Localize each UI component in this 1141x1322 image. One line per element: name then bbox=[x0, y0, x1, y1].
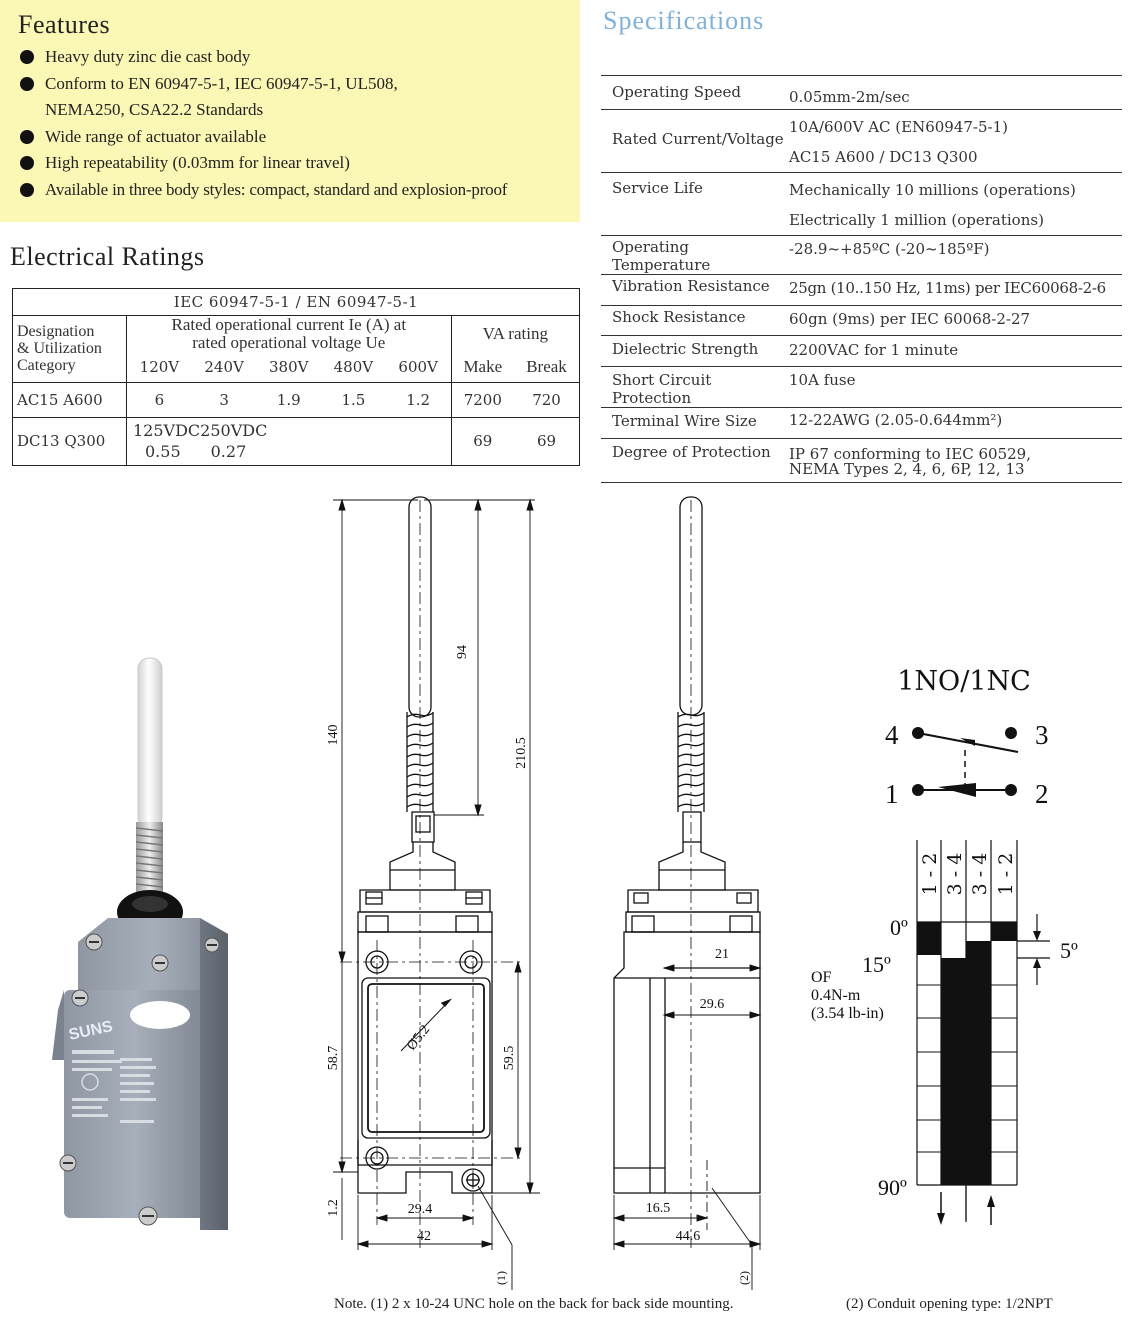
spec-value: 2200VAC for 1 minute bbox=[789, 336, 1122, 367]
angle-5: 5º bbox=[1060, 938, 1078, 963]
dim-hole-diameter: Ø5.2 bbox=[404, 1022, 434, 1054]
spec-label: Vibration Resistance bbox=[601, 275, 789, 306]
notes bbox=[334, 1296, 1053, 1313]
spec-value: 25gn (10..150 Hz, 11ms) per IEC60068-2-6 bbox=[789, 275, 1122, 306]
spec-label: Operating Temperature bbox=[601, 236, 789, 275]
feature-item: Wide range of actuator available bbox=[20, 124, 576, 151]
spec-label: Short Circuit Protection bbox=[601, 367, 789, 408]
ac15-value: 1.9 bbox=[256, 382, 321, 417]
spec-label: Shock Resistance bbox=[601, 306, 789, 336]
dc13-values: 125VDC250VDC 0.55 0.27 bbox=[127, 417, 452, 465]
dim-29-6: 29.6 bbox=[699, 997, 725, 1012]
dim-44-6: 44.6 bbox=[675, 1229, 701, 1244]
feature-item: Conform to EN 60947-5-1, IEC 60947-5-1, UL508, bbox=[20, 71, 576, 98]
dim-58-7: 58.7 bbox=[326, 1045, 341, 1071]
spec-value: Mechanically 10 millions (operations) Electrically 1 million (operations) bbox=[789, 173, 1122, 236]
dim-210-5: 210.5 bbox=[514, 737, 529, 769]
specifications-table bbox=[601, 75, 1122, 483]
spec-value: 0.05mm-2m/sec bbox=[789, 76, 1122, 110]
front-view-drawing bbox=[333, 497, 540, 1290]
break-header: Break bbox=[514, 352, 579, 382]
spec-label: Rated Current/Voltage bbox=[601, 110, 789, 173]
voltage-header: 480V bbox=[321, 352, 386, 382]
dim-59-5: 59.5 bbox=[502, 1045, 517, 1071]
va-rating-header: VA rating bbox=[451, 316, 579, 353]
ac15-value: 1.2 bbox=[386, 382, 451, 417]
side-view-drawing bbox=[614, 497, 760, 1290]
dim-21: 21 bbox=[715, 947, 729, 962]
bullet-icon bbox=[20, 50, 34, 64]
voltage-header: 380V bbox=[256, 352, 321, 382]
spec-value: 10A/600V AC (EN60947-5-1) AC15 A600 / DC13 Q300 bbox=[789, 110, 1122, 173]
spec-value: 10A fuse bbox=[789, 367, 1122, 408]
note-2: (2) Conduit opening type: 1/2NPT bbox=[846, 1296, 1053, 1312]
dim-1-2: 1.2 bbox=[326, 1199, 341, 1217]
spec-value: 60gn (9ms) per IEC 60068-2-27 bbox=[789, 306, 1122, 336]
spec-value: -28.9~+85ºC (-20~185ºF) bbox=[789, 236, 1122, 275]
angle-0: 0º bbox=[890, 915, 908, 940]
callout-1: (1) bbox=[494, 1271, 508, 1285]
spec-label: Terminal Wire Size bbox=[601, 408, 789, 439]
terminal-3: 3 bbox=[1035, 720, 1049, 750]
feature-item: Available in three body styles: compact, standard and explosion-proof bbox=[20, 177, 576, 204]
drawings-area bbox=[0, 480, 1141, 1295]
feature-item-continued: NEMA250, CSA22.2 Standards bbox=[45, 100, 264, 119]
voltage-header: 600V bbox=[386, 352, 451, 382]
dc13-make: 69 bbox=[451, 417, 514, 465]
dc13-break: 69 bbox=[514, 417, 579, 465]
spec-value: IP 67 conforming to IEC 60529, NEMA Types 2, 4, 6, 6P, 12, 13 bbox=[789, 439, 1122, 483]
bullet-icon bbox=[20, 130, 34, 144]
dim-140: 140 bbox=[326, 724, 341, 746]
contact-col-1: 1 - 2 bbox=[919, 852, 941, 896]
contact-col-3: 3 - 4 bbox=[969, 852, 991, 896]
spec-label: Degree of Protection bbox=[601, 439, 789, 483]
feature-item: High repeatability (0.03mm for linear travel) bbox=[20, 150, 576, 177]
contact-col-4: 1 - 2 bbox=[995, 852, 1017, 896]
spec-label: Dielectric Strength bbox=[601, 336, 789, 367]
dim-29-4: 29.4 bbox=[407, 1202, 433, 1217]
product-photo bbox=[52, 658, 228, 1230]
dc13-category: DC13 Q300 bbox=[13, 417, 127, 465]
terminal-4: 4 bbox=[885, 720, 899, 750]
ac15-value: 1.5 bbox=[321, 382, 386, 417]
contact-col-2: 3 - 4 bbox=[944, 852, 966, 896]
terminal-2: 2 bbox=[1035, 779, 1049, 809]
designation-header: Designation & Utilization Category bbox=[13, 316, 127, 383]
ac15-break: 720 bbox=[514, 382, 579, 417]
spec-value: 12-22AWG (2.05-0.644mm²) bbox=[789, 408, 1122, 439]
spec-label: Service Life bbox=[601, 173, 789, 236]
operating-force: 0.4N-m bbox=[811, 987, 861, 1004]
features-title: Features bbox=[18, 10, 111, 39]
ac15-value: 3 bbox=[192, 382, 257, 417]
make-header: Make bbox=[451, 352, 514, 382]
voltage-header: 120V bbox=[127, 352, 192, 382]
feature-item: Heavy duty zinc die cast body bbox=[20, 44, 576, 71]
features-panel bbox=[0, 0, 580, 222]
electrical-ratings-table bbox=[12, 288, 580, 466]
operating-force-in: (3.54 lb-in) bbox=[811, 1005, 884, 1022]
note-1: Note. (1) 2 x 10-24 UNC hole on the back for back side mounting. bbox=[334, 1296, 734, 1312]
dim-42: 42 bbox=[417, 1229, 431, 1244]
standard-header: IEC 60947-5-1 / EN 60947-5-1 bbox=[13, 289, 580, 316]
features-list bbox=[20, 44, 576, 203]
contact-type-title: 1NO/1NC bbox=[897, 666, 1031, 697]
electrical-ratings-title: Electrical Ratings bbox=[10, 242, 205, 271]
spec-label: Operating Speed bbox=[601, 76, 789, 110]
specifications-title: Specifications bbox=[603, 6, 765, 35]
ac15-value: 6 bbox=[127, 382, 192, 417]
angle-15: 15º bbox=[862, 952, 891, 977]
bullet-icon bbox=[20, 77, 34, 91]
brand-logo: SUNS bbox=[67, 1018, 115, 1044]
terminal-1: 1 bbox=[885, 779, 899, 809]
callout-2: (2) bbox=[737, 1271, 751, 1285]
angle-90: 90º bbox=[878, 1175, 907, 1200]
bullet-icon bbox=[20, 156, 34, 170]
rated-current-header: Rated operational current Ie (A) at rated operational voltage Ue bbox=[127, 316, 452, 353]
ac15-category: AC15 A600 bbox=[13, 382, 127, 417]
dim-94: 94 bbox=[455, 645, 470, 659]
of-label: OF bbox=[811, 969, 832, 986]
dim-16-5: 16.5 bbox=[645, 1201, 671, 1216]
bullet-icon bbox=[20, 183, 34, 197]
voltage-header: 240V bbox=[192, 352, 257, 382]
ac15-make: 7200 bbox=[451, 382, 514, 417]
contact-diagram bbox=[811, 666, 1078, 1225]
